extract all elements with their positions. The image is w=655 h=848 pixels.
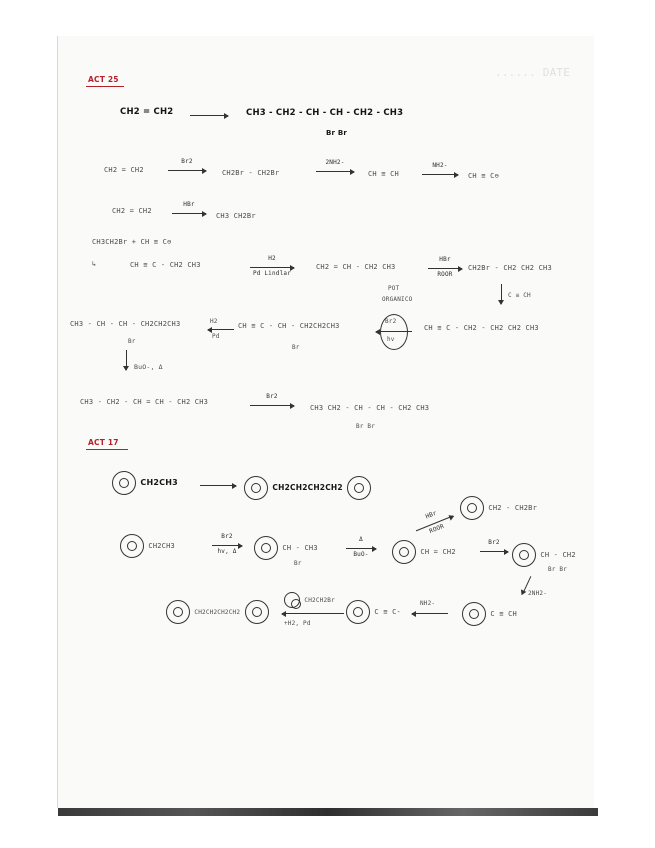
- act17-title: ACT 17: [88, 438, 119, 447]
- act17-r3-c: [392, 540, 456, 564]
- act25-r3-arrow: [172, 201, 206, 216]
- act17-r3-c-label: CH = CH2: [420, 548, 456, 556]
- act25-r9-subs: Br Br: [356, 423, 376, 430]
- act25-r2-arrow1: [168, 158, 206, 173]
- act25-r7-circ-top: Br2: [385, 318, 397, 325]
- act25-r7-circ-bot: hv: [387, 336, 395, 343]
- act17-r1-left-label: CH2CH3: [140, 478, 178, 487]
- act17-r1-left: [112, 471, 178, 495]
- act17-r5-top-label: CH2CH2Br: [304, 597, 335, 604]
- act25-r7-arrow2: [376, 326, 412, 334]
- benzene-ring-icon: [284, 592, 300, 608]
- act25-r7-sub-b: Br: [292, 344, 300, 351]
- act17-r3-lbl3-top: Br2: [488, 539, 500, 546]
- act17-r3-d: [512, 543, 576, 567]
- act25-r7-c: CH ≡ C - CH2 - CH2 CH2 CH3: [424, 324, 539, 332]
- page-header-ghost: ...... DATE: [495, 66, 571, 79]
- act17-r3-lbl1-top: Br2: [221, 533, 233, 540]
- act25-r5-lbl2-top: HBr: [439, 256, 451, 263]
- benzene-ring-icon: [120, 534, 144, 558]
- act25-r3-a: CH2 = CH2: [112, 207, 152, 215]
- act25-r7-b: CH ≡ C - CH - CH2CH2CH3: [238, 322, 340, 330]
- act25-r5-b: CH2 = CH - CH2 CH3: [316, 263, 396, 271]
- benzene-ring-icon: [346, 600, 370, 624]
- benzene-ring-icon: [512, 543, 536, 567]
- act25-r8: BuO-, Δ: [134, 363, 163, 371]
- act25-r2-d: CH ≡ C⊖: [468, 172, 499, 180]
- act25-r9-a: CH3 - CH2 - CH = CH - CH2 CH3: [80, 398, 209, 406]
- act25-r5-lbl-bot: Pd Lindlar: [252, 270, 292, 277]
- act17-r3-arrow3: [480, 539, 508, 554]
- act25-r2-c: CH ≡ CH: [368, 170, 399, 178]
- act25-r1-right: CH3 - CH2 - CH - CH - CH2 - CH3: [246, 108, 404, 118]
- act25-r1-left: CH2 = CH2: [120, 107, 174, 117]
- act17-r3-b-label: CH - CH3: [282, 544, 318, 552]
- benzene-ring-icon: [112, 471, 136, 495]
- benzene-ring-icon: [347, 476, 371, 500]
- act17-r3-sub-b: Br: [294, 560, 302, 567]
- act17-underline: [86, 449, 128, 450]
- act25-r5-c: CH2Br - CH2 CH2 CH3: [468, 264, 552, 272]
- act17-r5-lbl: NH2-: [420, 600, 436, 607]
- act25-r7-sub-a: Br: [128, 338, 136, 345]
- notebook-page: [58, 36, 594, 808]
- act25-r5-lbl2-bot: ROOR: [437, 271, 453, 278]
- act25-r7-lbl-top: H2: [210, 318, 218, 325]
- act17-r2-lbl-top: HBr: [424, 509, 438, 521]
- act25-r4: CH3CH2Br + CH ≡ C⊖: [92, 238, 172, 246]
- act25-side-mid: ORGANICO: [382, 296, 413, 303]
- act17-r3-lbl1-bot: hv, Δ: [217, 548, 237, 555]
- act17-r5-a: [166, 600, 269, 624]
- act17-r3-lbl2-bot: BuO-: [353, 551, 369, 558]
- act25-side-top: POT: [388, 285, 400, 292]
- act25-r3-lbl: HBr: [183, 201, 195, 208]
- act17-r1-right-label: CH2CH2CH2CH2: [272, 483, 343, 492]
- act25-r2-lbl3: NH2-: [432, 162, 448, 169]
- act25-r2-a: CH2 = CH2: [104, 166, 144, 174]
- act25-r2-arrow3: [422, 162, 458, 177]
- act17-r5-top: [284, 592, 335, 608]
- act25-r2-arrow2: [316, 159, 354, 174]
- act25-down-arrow-1: [501, 284, 502, 304]
- benzene-ring-icon: [462, 602, 486, 626]
- act17-r2-lbl-bot: ROOR: [428, 522, 446, 536]
- act17-r3-lbl2-top: Δ: [359, 536, 363, 543]
- act17-r5-c: [462, 602, 517, 626]
- act25-down-arrow-2: [126, 350, 127, 370]
- act25-r5-lbl-top: H2: [268, 255, 276, 262]
- act25-r5-arrow2: [428, 256, 462, 278]
- benzene-ring-icon: [166, 600, 190, 624]
- act17-r5-a-label: CH2CH2CH2CH2: [194, 609, 241, 616]
- benzene-ring-icon: [392, 540, 416, 564]
- act25-r7-arrow1: [208, 324, 234, 332]
- act25-r1-arrow: [190, 110, 228, 118]
- act25-r7-lbl-bot: Pd: [212, 333, 220, 340]
- act17-r5-b-label: C ≡ C-: [374, 608, 401, 616]
- desk-edge: [58, 808, 598, 816]
- act17-r3-d-label: CH - CH2: [540, 551, 576, 559]
- act25-r9-b: CH3 CH2 - CH - CH - CH2 CH3: [310, 404, 430, 412]
- act25-r1-subs: Br Br: [326, 129, 348, 137]
- act25-r2-b: CH2Br - CH2Br: [222, 169, 280, 177]
- act25-r2-lbl2: 2NH2-: [325, 159, 345, 166]
- act25-r2-lbl1: Br2: [181, 158, 193, 165]
- act25-r5-arrow1: [250, 255, 294, 277]
- benzene-ring-icon: [244, 476, 268, 500]
- act17-r4-side: 2NH2-: [528, 590, 548, 597]
- act17-r5-c-label: C ≡ CH: [490, 610, 517, 618]
- act17-r5-arrow1: [282, 608, 344, 616]
- act17-r5-arrow2: [412, 608, 448, 616]
- act25-r5-hook: ↳: [92, 260, 97, 268]
- benzene-ring-icon: [245, 600, 269, 624]
- act17-r3-a-label: CH2CH3: [148, 542, 175, 550]
- act17-r3-sub-d: Br Br: [548, 566, 568, 573]
- act17-r5-bot-label: +H2, Pd: [284, 620, 311, 627]
- act25-down-arrow-1-label: C ≡ CH: [508, 292, 531, 299]
- act25-r9-arrow: [250, 393, 294, 408]
- act17-r3-a: [120, 534, 175, 558]
- act17-r1-arrow: [200, 480, 236, 488]
- act25-r7-a: CH3 - CH - CH - CH2CH2CH3: [70, 320, 181, 328]
- act17-r2-prod: [460, 496, 537, 520]
- act17-r3-arrow2: [346, 536, 376, 558]
- benzene-ring-icon: [460, 496, 484, 520]
- benzene-ring-icon: [254, 536, 278, 560]
- act17-r2-prod-label: CH2 - CH2Br: [488, 504, 537, 512]
- act17-r3-b: [254, 536, 318, 560]
- act25-r9-lbl: Br2: [266, 393, 278, 400]
- act25-underline: [86, 86, 124, 87]
- act25-title: ACT 25: [88, 75, 119, 84]
- act25-r3-b: CH3 CH2Br: [216, 212, 256, 220]
- act17-r5-b: [346, 600, 401, 624]
- act25-r5-a: CH ≡ C - CH2 CH3: [130, 261, 201, 269]
- act17-r1-right: [244, 476, 371, 500]
